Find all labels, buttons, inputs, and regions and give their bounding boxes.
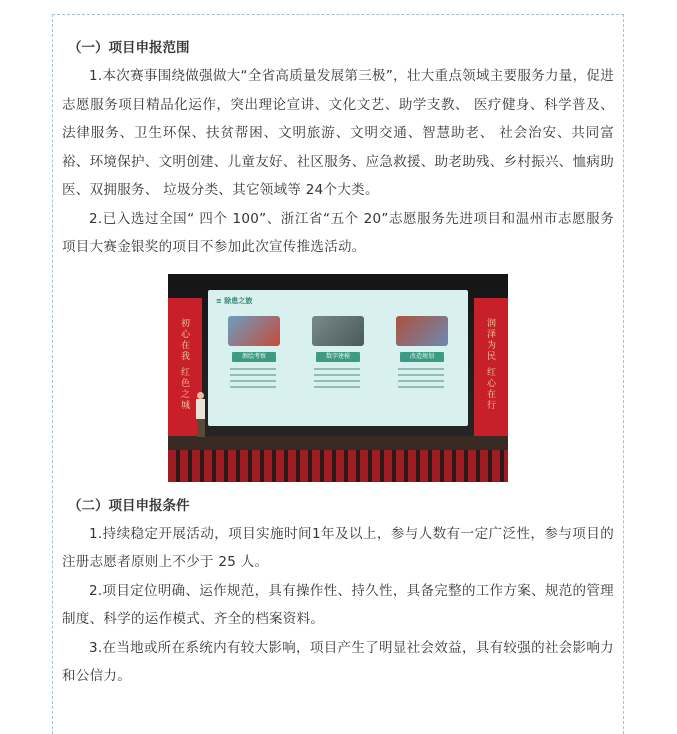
- section2-heading: （二）项目申报条件: [68, 497, 190, 514]
- section2-paragraph-2: 2.项目定位明确、运作规范，具有操作性、持久性，具备完整的工作方案、规范的管理制度、科学的运作模式、齐全的档案资料。: [62, 582, 614, 627]
- slide-card: [222, 316, 286, 414]
- banner-left-text: 初心在我 红色之城: [179, 317, 189, 411]
- card-label: 测绘考察: [232, 352, 276, 362]
- card-photo: [312, 316, 364, 346]
- section1-paragraph-2: 2.已入选过全国“ 四个 100”、浙江省“五个 20”志愿服务先进项目和温州市志愿服务项目大赛金银奖的项目不参加此次宣传推选活动。: [62, 210, 614, 255]
- slide-title: ≡ 除患之旅: [216, 296, 253, 305]
- section2-paragraph-1: 1.持续稳定开展活动，项目实施时间1年及以上，参与人数有一定广泛性，参与项目的注册志愿者原则上不少于 25 人。: [62, 525, 614, 570]
- section1-heading: （一）项目申报范围: [68, 40, 190, 56]
- audience-seats: [168, 450, 508, 482]
- slide-card: [390, 316, 454, 414]
- section1-paragraph-1: 1.本次赛事围绕做强做大“全省高质量发展第三极”，壮大重点领域主要服务力量，促进志愿服务项目精品化运作，突出理论宣讲、文化文艺、助学支教、 医疗健身、科学普及、法律服务、卫生环保、扶贫帮困、文明旅游、文明交通、智慧助老、 社会治安、共同富裕、环境保护、文明创建、儿童友好、社区服务、应急救援、助老助残、乡村振兴、恤病助医、双拥服务、 垃圾分类、其它领域等 24个大类。: [62, 68, 614, 198]
- presentation-screen: [208, 290, 468, 426]
- section2-paragraph-3: 3.在当地或所在系统内有较大影响，项目产生了明显社会效益，具有较强的社会影响力和公信力。: [62, 639, 614, 684]
- card-photo: [228, 316, 280, 346]
- speaker: [196, 392, 206, 438]
- card-label: 数字建模: [316, 352, 360, 362]
- banner-right-text: 润泽为民 红心在行: [485, 317, 495, 411]
- red-banner-right: [474, 298, 508, 448]
- article-body: [62, 34, 614, 691]
- slide-card: [306, 316, 370, 414]
- card-label: 改造规划: [400, 352, 444, 362]
- event-photo: [168, 274, 508, 482]
- card-photo: [396, 316, 448, 346]
